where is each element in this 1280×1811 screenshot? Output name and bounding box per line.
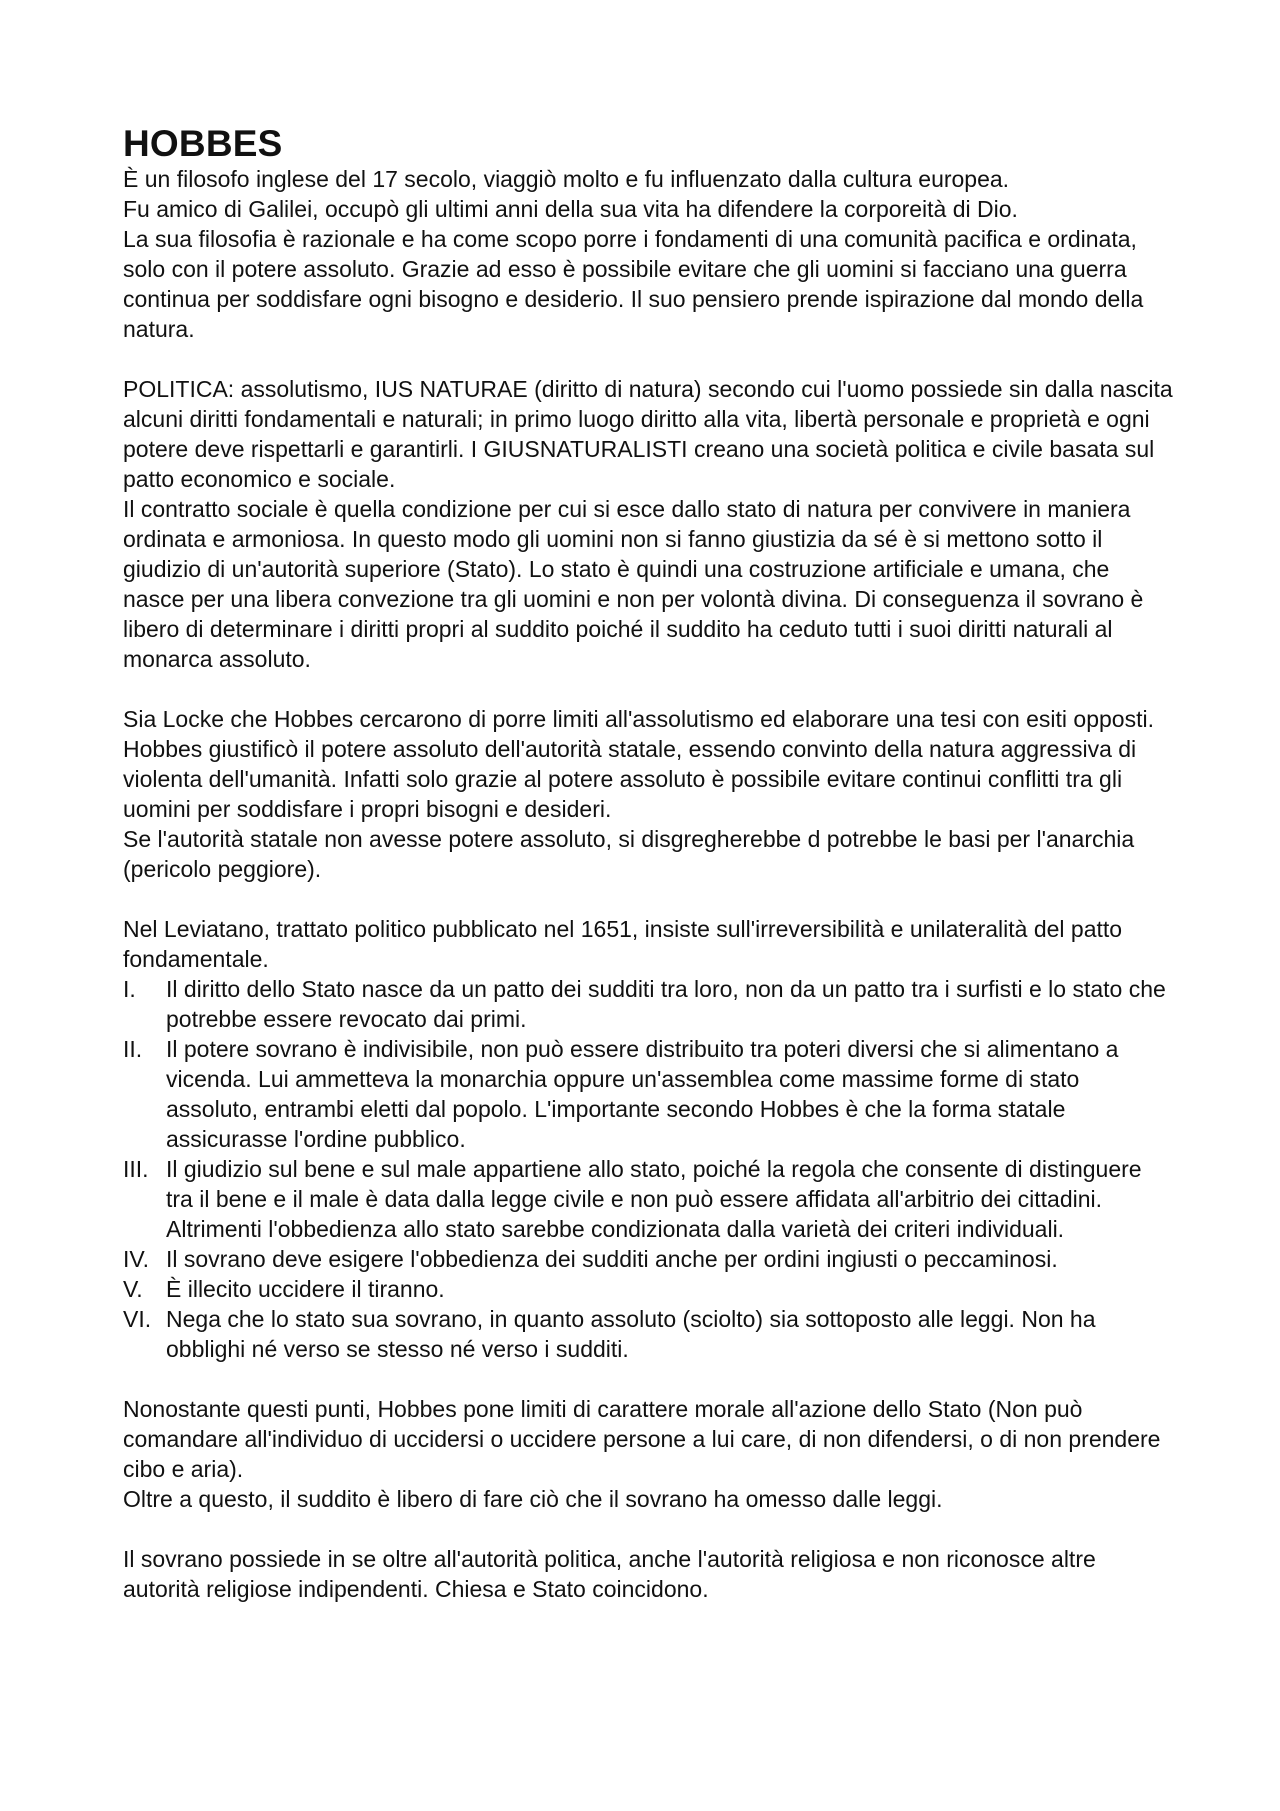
list-item-number: IV. (123, 1246, 150, 1272)
locke-hobbes-paragraph: Sia Locke che Hobbes cercarono di porre limiti all'assolutismo ed elaborare una tesi con esiti opposti. Hobbes giustificò il potere assoluto dell'autorità statale, essendo convinto della natura aggressiva di violenta dell'umanità. Infatti solo grazie al potere assoluto è possibile evitare continui conflitti tra gli uomini per soddisfare i propri bisogni e desideri. (123, 706, 1154, 822)
list-item-number: II. (123, 1036, 143, 1062)
list-item-text: Il giudizio sul bene e sul male appartiene allo stato, poiché la regola che consente di distinguere tra il bene e il male è data dalla legge civile e non può essere affidata all'arbitrio dei cittadini. Altrimenti l'obbedienza allo stato sarebbe condizionata dalla varietà dei criteri individuali. (166, 1156, 1142, 1242)
list-item-number: I. (123, 976, 136, 1002)
list-item-text: Il diritto dello Stato nasce da un patto dei sudditi tra loro, non da un patto tra i surfisti e lo stato che potrebbe essere revocato dai primi. (166, 976, 1166, 1032)
list-item-number: V. (123, 1276, 143, 1302)
leviatano-intro: Nel Leviatano, trattato politico pubblicato nel 1651, insiste sull'irreversibilità e unilateralità del patto fondamentale. (123, 916, 1123, 972)
spacer (123, 1364, 1173, 1394)
list-item (123, 1304, 1173, 1364)
spacer (123, 1514, 1173, 1544)
leviatano-points-list (123, 974, 1173, 1364)
spacer (123, 674, 1173, 704)
list-item (123, 1244, 1173, 1274)
list-item-text: È illecito uccidere il tiranno. (166, 1276, 445, 1302)
list-item-text: Il potere sovrano è indivisibile, non può essere distribuito tra poteri diversi che si alimentano a vicenda. Lui ammetteva la monarchia oppure un'assemblea come massime forme di stato assoluto, entrambi eletti dal popolo. L'importante secondo Hobbes è che la forma statale assicurasse l'ordine pubblico. (166, 1036, 1119, 1152)
list-item-text: Nega che lo stato sua sovrano, in quanto assoluto (sciolto) sia sottoposto alle leggi. Non ha obblighi né verso se stesso né verso i sudditi. (166, 1306, 1096, 1362)
religione-paragraph: Il sovrano possiede in se oltre all'autorità politica, anche l'autorità religiosa e non riconosce altre autorità religiose indipendenti. Chiesa e Stato coincidono. (123, 1546, 1096, 1602)
list-item (123, 974, 1173, 1034)
anarchia-paragraph: Se l'autorità statale non avesse potere assoluto, si disgregherebbe d potrebbe le basi per l'anarchia (pericolo peggiore). (123, 826, 1135, 882)
list-item-number: VI. (123, 1306, 152, 1332)
document-title: HOBBES (123, 123, 283, 164)
list-item (123, 1154, 1173, 1244)
spacer (123, 344, 1173, 374)
list-item (123, 1034, 1173, 1154)
list-item-text: Il sovrano deve esigere l'obbedienza dei sudditi anche per ordini ingiusti o peccaminosi. (166, 1246, 1058, 1272)
intro-line-1: È un filosofo inglese del 17 secolo, viaggiò molto e fu influenzato dalla cultura europea. (123, 166, 1010, 192)
list-item-number: III. (123, 1156, 149, 1182)
suddito-libero-paragraph: Oltre a questo, il suddito è libero di fare ciò che il sovrano ha omesso dalle leggi. (123, 1486, 943, 1512)
intro-paragraph: La sua filosofia è razionale e ha come scopo porre i fondamenti di una comunità pacifica e ordinata, solo con il potere assoluto. Grazie ad esso è possibile evitare che gli uomini si facciano una guerra continua per soddisfare ogni bisogno e desiderio. Il suo pensiero prende ispirazione dal mondo della natura. (123, 226, 1144, 342)
document-page (123, 124, 1173, 1604)
intro-line-2: Fu amico di Galilei, occupò gli ultimi anni della sua vita ha difendere la corporeità di Dio. (123, 196, 1018, 222)
spacer (123, 884, 1173, 914)
contratto-sociale-paragraph: Il contratto sociale è quella condizione per cui si esce dallo stato di natura per convivere in maniera ordinata e armoniosa. In questo modo gli uomini non si fanno giustizia da sé è si mettono sotto il giudizio di un'autorità superiore (Stato). Lo stato è quindi una costruzione artificiale e umana, che nasce per una libera convezione tra gli uomini e non per volontà divina. Di conseguenza il sovrano è libero di determinare i diritti propri al suddito poiché il suddito ha ceduto tutti i suoi diritti naturali al monarca assoluto. (123, 496, 1144, 672)
limiti-morali-paragraph: Nonostante questi punti, Hobbes pone limiti di carattere morale all'azione dello Stato (Non può comandare all'individuo di uccidersi o uccidere persone a lui care, di non difendersi, o di non prendere cibo e aria). (123, 1396, 1161, 1482)
list-item (123, 1274, 1173, 1304)
politica-paragraph: POLITICA: assolutismo, IUS NATURAE (diritto di natura) secondo cui l'uomo possiede sin dalla nascita alcuni diritti fondamentali e naturali; in primo luogo diritto alla vita, libertà personale e proprietà e ogni potere deve rispettarli e garantirli. I GIUSNATURALISTI creano una società politica e civile basata sul patto economico e sociale. (123, 376, 1173, 492)
